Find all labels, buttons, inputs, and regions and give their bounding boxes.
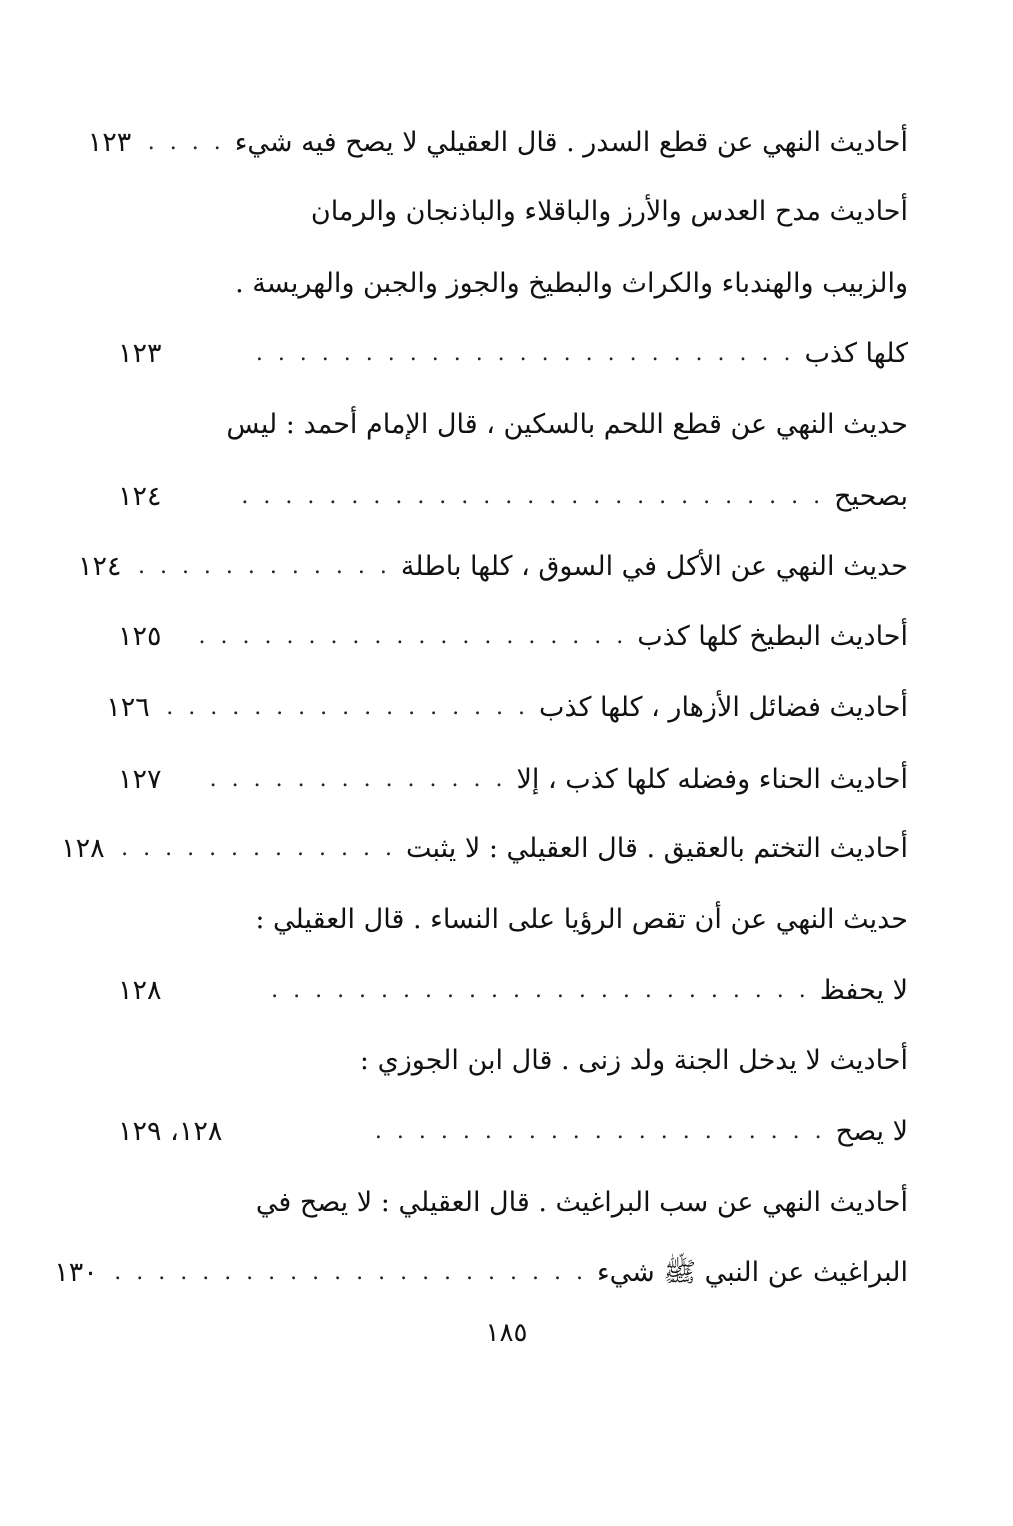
toc-entry-title: البراغيث عن النبي ﷺ شيء — [596, 1257, 908, 1288]
toc-entry-title: أحاديث التختم بالعقيق . قال العقيلي : لا يثبت — [405, 833, 908, 864]
toc-entry — [118, 895, 908, 945]
toc-leader-dots: . . . . . . . . . . . . . . . . . — [166, 695, 530, 720]
toc-leader-dots: . . . . . . . . . . . . . . . . . . . . . . . . . — [255, 341, 795, 366]
toc-entry — [118, 1036, 908, 1086]
toc-entry-title: أحاديث البطيخ كلها كذب — [637, 621, 908, 652]
toc-entry-page: ١٢٨ — [118, 975, 162, 1006]
toc-leader-dots: . . . . . . . . . . . . . . . . . . . . . . — [114, 1260, 587, 1285]
toc-entry — [118, 259, 908, 309]
toc-entry — [118, 966, 908, 1016]
toc-entry-title: حديث النهي عن أن تقص الرؤيا على النساء . قال العقيلي : — [255, 904, 908, 935]
toc-entry-page: ١٢٨ — [61, 833, 105, 864]
toc-entry-page: ١٢٤ — [118, 481, 162, 512]
toc-entry — [77, 542, 908, 592]
toc-leader-dots: . . . . . . . . . . . . . . — [209, 767, 507, 792]
toc-entry-title: حديث النهي عن الأكل في السوق ، كلها باطلة — [400, 551, 908, 582]
toc-entry-title: حديث النهي عن قطع اللحم بالسكين ، قال الإمام أحمد : ليس — [226, 409, 908, 440]
toc-entry — [106, 683, 908, 733]
toc-entry-page: ١٢٥ — [118, 621, 162, 652]
toc-entry-title: بصحيح — [834, 481, 908, 512]
toc-entry — [118, 612, 908, 662]
toc-entry — [118, 400, 908, 450]
toc-entry-title: أحاديث النهي عن سب البراغيث . قال العقيلي : لا يصح في — [255, 1187, 908, 1218]
toc-entry-title: أحاديث الحناء وفضله كلها كذب ، إلا — [516, 764, 908, 795]
toc-leader-dots: . . . . . . . . . . . . . . . . . . . . . . . . . — [271, 978, 810, 1003]
toc-entry-title: لا يحفظ — [819, 975, 908, 1006]
toc-entry-page: ١٢٨، ١٢٩ — [118, 1116, 223, 1147]
toc-entry-title: والزبيب والهندباء والكراث والبطيخ والجوز والجبن والهريسة . — [235, 268, 908, 299]
toc-leader-dots: . . . . . . . . . . . . . . . . . . . . . — [374, 1119, 826, 1144]
toc-leader-dots: . . . . — [147, 130, 225, 155]
toc-entry-title: أحاديث النهي عن قطع السدر . قال العقيلي لا يصح فيه شيء — [234, 127, 908, 158]
toc-entry — [118, 755, 908, 805]
toc-entry — [54, 1248, 908, 1298]
toc-entry — [61, 824, 908, 874]
toc-entry-page: ١٢٣ — [118, 338, 162, 369]
toc-leader-dots: . . . . . . . . . . . . . . . . . . . . . . . . . . . — [241, 484, 825, 509]
toc-entry — [118, 187, 908, 237]
toc-entry — [118, 1107, 908, 1157]
toc-entry — [87, 118, 908, 168]
toc-entry-page: ١٢٦ — [106, 692, 150, 723]
toc-entry-page: ١٢٣ — [87, 127, 132, 158]
page-number: ١٨٥ — [485, 1318, 528, 1348]
toc-entry — [118, 472, 908, 522]
toc-entry — [118, 329, 908, 379]
toc-entry-title: كلها كذب — [804, 338, 908, 369]
toc-entry — [118, 1178, 908, 1228]
toc-leader-dots: . . . . . . . . . . . . . . . . . . . . — [198, 624, 628, 649]
toc-entry-title: لا يصح — [835, 1116, 908, 1147]
toc-entry-page: ١٢٧ — [118, 764, 162, 795]
toc-entry-page: ١٣٠ — [54, 1257, 98, 1288]
toc-entry-page: ١٢٤ — [77, 551, 122, 582]
toc-leader-dots: . . . . . . . . . . . . . — [121, 836, 396, 861]
toc-entry-title: أحاديث لا يدخل الجنة ولد زنى . قال ابن الجوزي : — [359, 1045, 908, 1076]
toc-entry-title: أحاديث مدح العدس والأرز والباقلاء والباذنجان والرمان — [310, 196, 908, 227]
toc-leader-dots: . . . . . . . . . . . . — [137, 554, 391, 579]
toc-entry-title: أحاديث فضائل الأزهار ، كلها كذب — [539, 692, 908, 723]
